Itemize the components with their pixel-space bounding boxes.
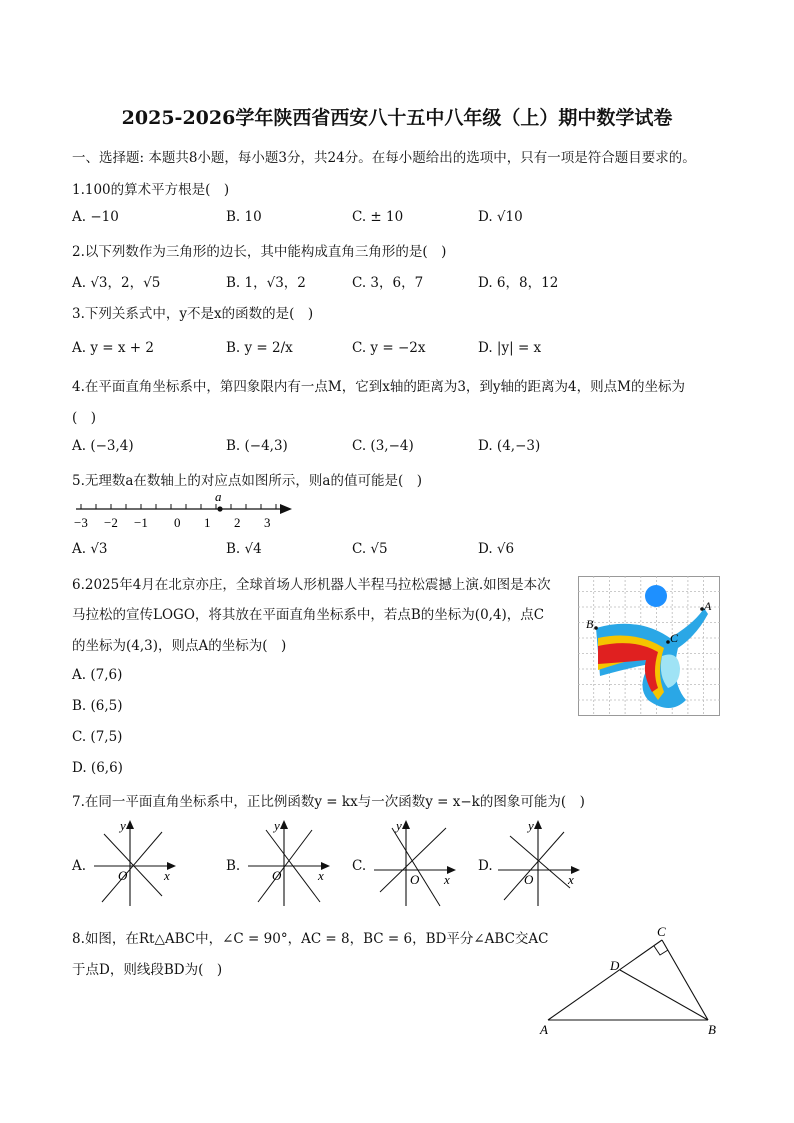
question-4-stem-cont: ( ) [72,410,97,426]
vertex-a-label: A [540,1022,548,1037]
q4-option-a[interactable]: A. (−3,4) [72,438,134,454]
q6-option-c[interactable]: C. (7,5) [72,729,123,745]
question-7-stem: 7.在同一平面直角坐标系中，正比例函数y = kx与一次函数y = x−k的图象可能为( ) [72,794,585,810]
q1-option-c[interactable]: C. ± 10 [352,209,404,225]
triangle-figure [536,924,726,1040]
tick-label: 3 [264,515,271,530]
q6-option-d[interactable]: D. (6,6) [72,760,123,776]
question-8-stem: 8.如图，在Rt△ABC中，∠C = 90°，AC = 8，BC = 6，BD平分∠ABC交AC [72,931,549,947]
point-b-dot [594,626,598,630]
tick-label: 2 [234,515,241,530]
question-5-stem: 5.无理数a在数轴上的对应点如图所示，则a的值可能是( ) [72,473,423,489]
q5-option-a[interactable]: A. √3 [72,541,108,557]
q7-option-c-letter[interactable]: C. [352,858,367,874]
q7-graph-d[interactable] [494,814,584,910]
origin-label: O [410,872,420,887]
q5-option-c[interactable]: C. √5 [352,541,388,557]
page-title: 2025-2026学年陕西省西安八十五中八年级（上）期中数学试卷 [121,107,673,129]
q2-option-c[interactable]: C. 3，6，7 [352,275,424,291]
vertex-b-label: B [708,1022,716,1037]
q3-option-b[interactable]: B. y = 2/x [226,340,293,356]
q1-option-b[interactable]: B. 10 [226,209,262,225]
point-a-label: A [704,599,712,613]
question-6-stem-line2: 马拉松的宣传LOGO，将其放在平面直角坐标系中，若点B的坐标为(0,4)，点C [72,607,545,623]
q2-option-d[interactable]: D. 6，8，12 [478,275,559,291]
axis-y-label: y [396,818,402,833]
axis-x-label: x [318,868,324,883]
q6-option-a[interactable]: A. (7,6) [72,667,123,683]
q3-option-d[interactable]: D. |y| = x [478,340,542,356]
q4-option-d[interactable]: D. (4,−3) [478,438,541,454]
origin-label: O [272,868,282,883]
question-3-stem: 3.下列关系式中，y不是x的函数的是( ) [72,306,314,322]
tick-label: 1 [204,515,211,530]
logo-head [645,585,667,607]
q4-option-c[interactable]: C. (3,−4) [352,438,414,454]
origin-label: O [118,868,128,883]
question-4-stem: 4.在平面直角坐标系中，第四象限内有一点M，它到x轴的距离为3，到y轴的距离为4，则点M的坐标为 [72,379,685,395]
section-heading: 一、选择题: 本题共8小题，每小题3分，共24分。在每小题给出的选项中，只有一项是符合题目要求的。 [72,150,696,166]
point-a-dot [217,506,222,511]
axis-y-label: y [274,818,280,833]
tick-label: −2 [104,515,118,530]
axis-x-label: x [568,872,574,887]
q3-option-a[interactable]: A. y = x + 2 [72,340,154,356]
q7-option-b-letter[interactable]: B. [226,858,241,874]
q7-graph-b[interactable] [244,814,334,910]
q2-option-a[interactable]: A. √3，2，√5 [72,275,161,291]
vertex-d-label: D [610,958,620,973]
point-a-label: a [215,489,222,504]
axis-x-label: x [164,868,170,883]
q3-option-c[interactable]: C. y = −2x [352,340,426,356]
origin-label: O [524,872,534,887]
q5-option-d[interactable]: D. √6 [478,541,515,557]
q7-graph-c[interactable] [370,814,460,910]
q1-option-a[interactable]: A. −10 [72,209,119,225]
q7-option-a-letter[interactable]: A. [72,858,87,874]
marathon-logo-figure [578,576,720,716]
tick-label: 0 [174,515,181,530]
axis-x-label: x [444,872,450,887]
point-c-label: C [670,631,679,645]
number-line-figure [72,488,298,534]
q5-option-b[interactable]: B. √4 [226,541,262,557]
q2-option-b[interactable]: B. 1，√3，2 [226,275,306,291]
q6-option-b[interactable]: B. (6,5) [72,698,123,714]
question-6-stem-line3: 的坐标为(4,3)，则点A的坐标为( ) [72,638,287,654]
q7-graph-a[interactable] [90,814,180,910]
tick-label: −1 [134,515,148,530]
q4-option-b[interactable]: B. (−4,3) [226,438,288,454]
q1-option-d[interactable]: D. √10 [478,209,523,225]
question-1-stem: 1.100的算术平方根是( ) [72,182,230,198]
question-2-stem: 2.以下列数作为三角形的边长，其中能构成直角三角形的是( ) [72,244,447,260]
question-8-stem-line2: 于点D，则线段BD为( ) [72,962,223,978]
axis-y-label: y [120,818,126,833]
vertex-c-label: C [657,924,666,939]
point-b-label: B [586,617,594,631]
axis-y-label: y [528,818,534,833]
q7-option-d-letter[interactable]: D. [478,858,493,874]
question-6-stem: 6.2025年4月在北京亦庄，全球首场人形机器人半程马拉松震撼上演.如图是本次 [72,577,551,593]
tick-label: −3 [74,515,88,530]
